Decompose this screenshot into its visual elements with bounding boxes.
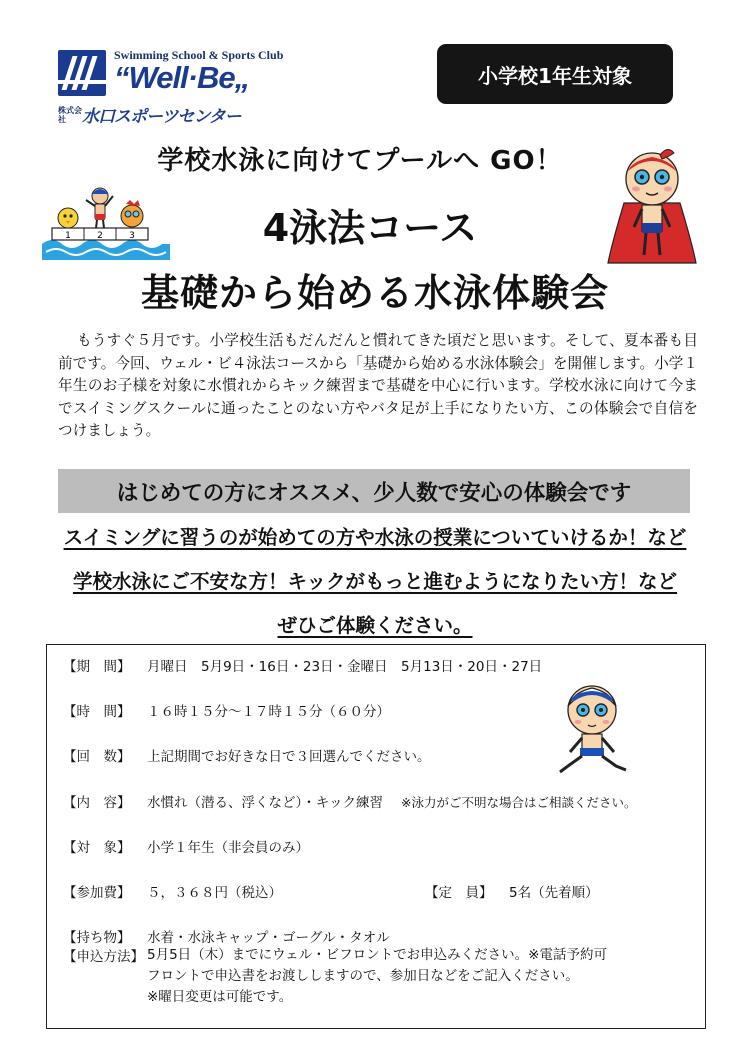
detail-count [63,745,431,765]
lane-number-1: 1 [65,231,71,241]
detail-period [63,655,542,675]
detail-capacity [425,881,599,901]
fee-value: ５，３６８円（税込） [147,885,282,901]
eligibility-value: 小学１年生（非会員のみ） [147,840,309,856]
cta-line-1: スイミングに習うのが始めての方や水泳の授業についていけるか！など [63,526,687,549]
title-line-1: 4泳法コース [262,206,478,250]
time-label: 【時 間】 [63,704,131,720]
pool-kids-illustration [42,178,170,260]
detail-content [63,791,636,811]
fee-label: 【参加費】 [63,885,131,901]
highlight-banner: はじめての方にオススメ、少人数で安心の体験会です [58,469,690,513]
period-value: 月曜日 5月9日・16日・23日・金曜日 5月13日・20日・27日 [147,659,543,675]
logo-company: 水口スポーツセンター [82,107,241,127]
detail-apply [63,945,147,965]
content-note: ※泳力がご不明な場合はご相談ください。 [400,795,637,810]
detail-eligibility [63,836,309,856]
logo-brand: “Well·Be„ [114,60,250,95]
detail-time [63,700,390,720]
detail-fee [63,881,282,901]
eligibility-label: 【対 象】 [63,840,131,856]
content-label: 【内 容】 [63,795,131,811]
apply-line-1: 5月5日（木）までにウェル・ビフロントでお申込みください。※電話予約可 [147,947,607,963]
period-label: 【期 間】 [63,659,131,675]
school-logo [58,44,308,127]
logo-mark-icon [58,50,106,96]
content-value: 水慣れ（潜る、浮くなど）・キック練習 [147,795,383,811]
lane-number-3: 3 [129,231,135,241]
logo-kk: 株式会社 [58,106,82,124]
items-value: 水着・水泳キャップ・ゴーグル・タオル [147,930,390,946]
count-label: 【回 数】 [63,749,131,765]
apply-label: 【申込方法】 [63,949,144,965]
apply-line-2: フロントで申込書をお渡ししますので、参加日などをご記入ください。 [147,968,579,984]
lane-number-2: 2 [97,231,103,241]
time-value: １６時１５分～１７時１５分（６０分） [147,704,390,720]
cta-line-2: 学校水泳にご不安な方！キックがもっと進むようになりたい方！など [72,570,678,593]
items-label: 【持ち物】 [63,930,131,946]
title-line-2: 基礎から始める水泳体験会 [140,271,609,315]
cta-line-3: ぜひご体験ください。 [277,614,473,637]
apply-line-3: ※曜日変更は可能です。 [147,989,293,1005]
apply-lines [147,945,607,1008]
capacity-value: 5名（先着順） [509,885,599,901]
logo-tagline: Swimming School & Sports Club [114,48,284,62]
target-badge: 小学校1年生対象 [437,44,673,104]
sitting-swimmer-illustration [550,680,634,776]
subtitle: 学校水泳に向けてプールへ GO！ [157,146,563,176]
intro-paragraph: もうすぐ５月です。小学校生活もだんだんと慣れてきた頃だと思います。そして、夏本番も目前です。今回、ウェル・ビ４泳法コースから「基礎から始める水泳体験会」を開催します。小学１年生のお子様を対象に水慣れからキック練習まで基礎を中心に行います。学校水泳に向けて今までスイミングスクールに通ったことのない方やバタ足が上手になりたい方、この体験会で自信をつけましょう。 [58,332,698,439]
superhero-kid-illustration [602,143,702,269]
capacity-label: 【定 員】 [425,885,493,901]
detail-items [63,926,390,946]
count-value: 上記期間でお好きな日で３回選んでください。 [147,749,431,765]
